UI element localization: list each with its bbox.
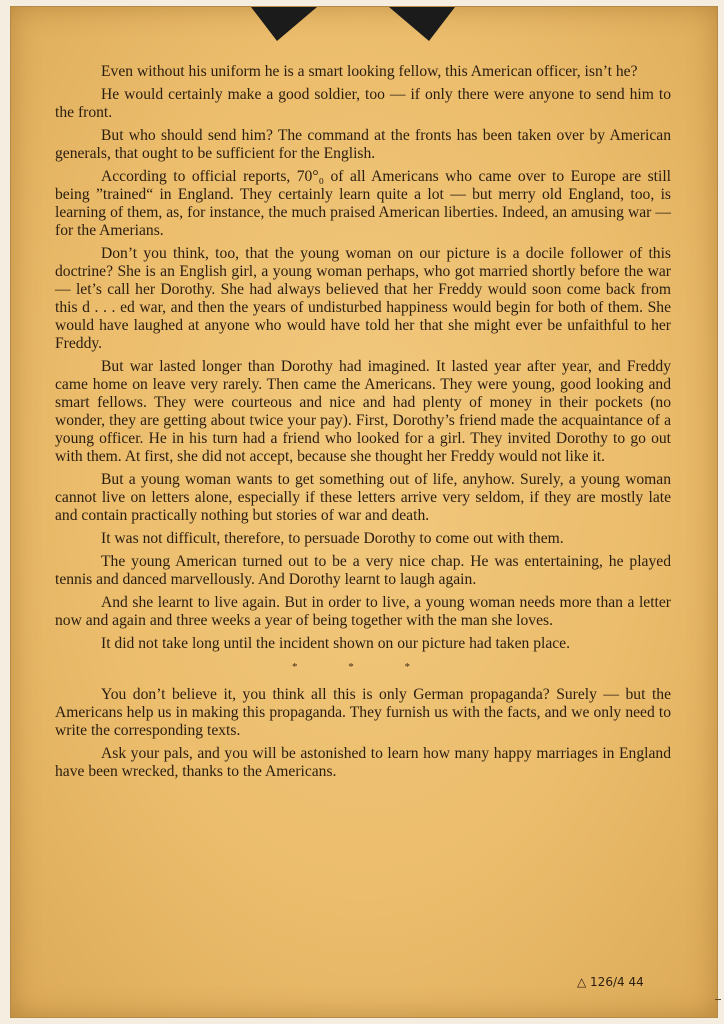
leaflet-code: △ 126/4 44 (577, 975, 644, 989)
page-notch-right (389, 7, 455, 41)
corner-mark (715, 999, 721, 1000)
paragraph: It did not take long until the incident shown on our picture had taken place. (101, 635, 570, 652)
paragraph: But war lasted longer than Dorothy had imagined. It lasted year after year, and Freddy came home on leave very rarely. Then came the Americans. They were young, good looking and smart fellows. They were courteous and nice and had plenty of money in their pockets (no wonder, they are getting about twice your pay). First, Dorothy’s friend made the acquaintance of a young officer. He in his turn had a friend who looked for a girl. They invited Dorothy to go out with them. At first, she did not accept, because she thought her Freddy would not like it. (55, 358, 671, 465)
paragraph: It was not difficult, therefore, to persuade Dorothy to come out with them. (101, 530, 564, 547)
paragraph: But a young woman wants to get something out of life, anyhow. Surely, a young woman cannot live on letters alone, especially if these letters arrive very seldom, if they are mostly late and contain practically nothing but stories of war and death. (55, 471, 671, 524)
paragraph: But who should send him? The command at the fronts has been taken over by American generals, that ought to be sufficient for the English. (55, 127, 671, 162)
paragraph: Don’t you think, too, that the young woman on our picture is a docile follower of this doctrine? She is an English girl, a young woman perhaps, who got married shortly before the war — let’s call her Dorothy. She had always believed that her Freddy would soon come back from this d . . . ed war, and then the years of undisturbed happiness would begin for both of them. She would have laughed at anyone who would have told her that she might ever be unfaithful to her Freddy. (55, 245, 671, 352)
closing-paragraph: You don’t believe it, you think all this is only German propaganda? Surely — but the Americans help us in making this propaganda. They furnish us with the facts, and we only need to write the corresponding texts. (55, 686, 671, 739)
closing-paragraph: Ask your pals, and you will be astonished to learn how many happy marriages in England have been wrecked, thanks to the Americans. (55, 745, 671, 780)
paragraph: He would certainly make a good soldier, too — if only there were anyone to send him to the front. (55, 86, 671, 121)
paragraph: According to official reports, 70°₀ of all Americans who came over to Europe are still being ”trained“ in England. They certainly learn quite a lot — but merry old England, too, is learning of them, as, for instance, the much praised American liberties. Indeed, an amusing war — for the Amerians. (55, 168, 671, 239)
page-notch-left (251, 7, 317, 41)
paragraph: Even without his uniform he is a smart looking fellow, this American officer, isn’t he? (101, 63, 638, 80)
paragraph: And she learnt to live again. But in order to live, a young woman needs more than a letter now and again and three weeks a year of being together with the man she loves. (55, 594, 671, 629)
paragraph: The young American turned out to be a very nice chap. He was entertaining, he played tennis and danced marvellously. And Dorothy learnt to laugh again. (55, 553, 671, 588)
leaflet-text (55, 63, 671, 786)
section-separator: * * * (292, 661, 434, 673)
leaflet-page (10, 6, 718, 1018)
